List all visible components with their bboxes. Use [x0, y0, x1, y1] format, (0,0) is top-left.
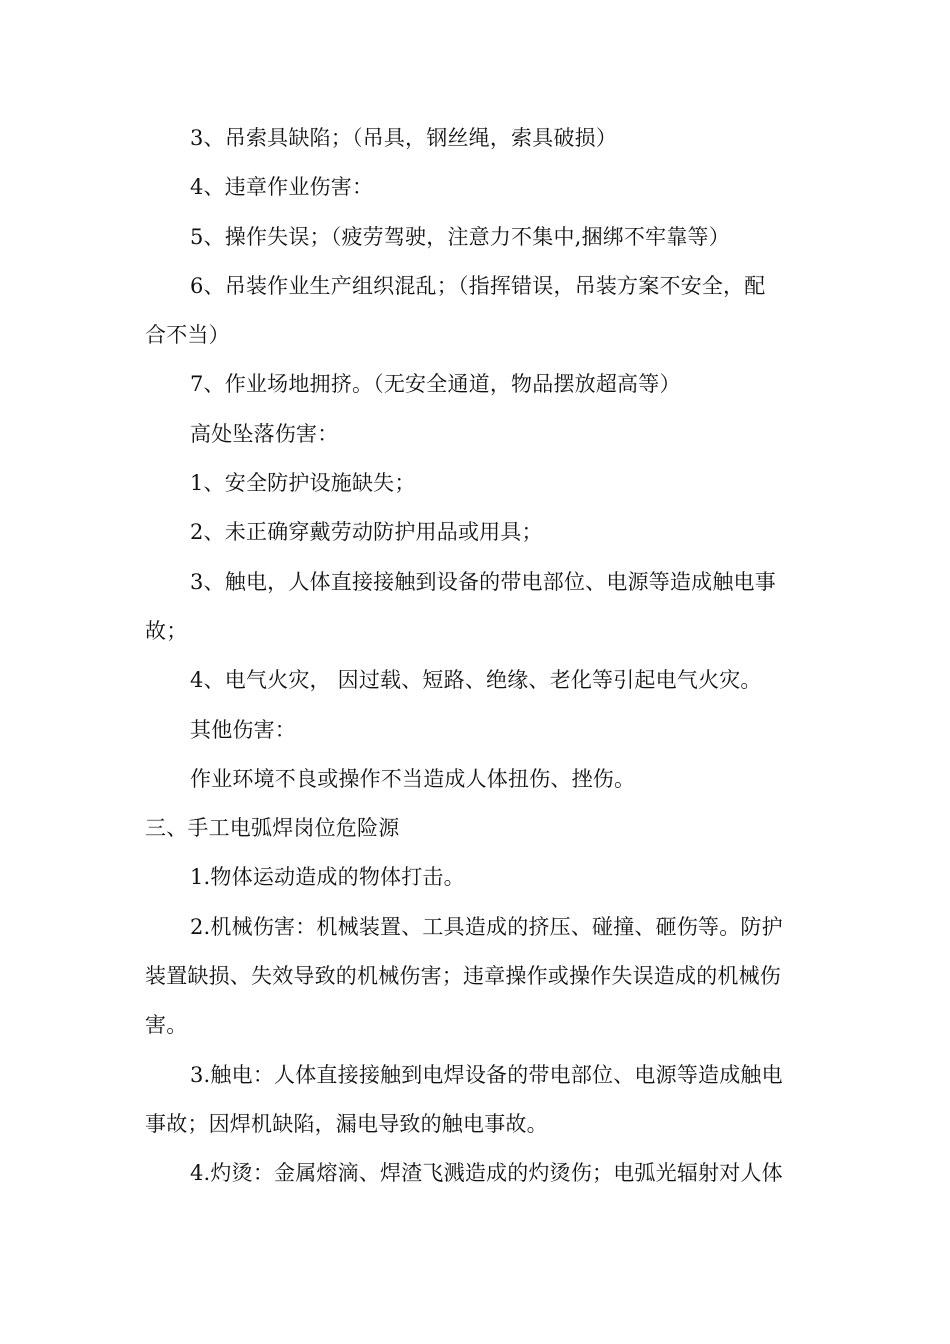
document-body: [145, 114, 810, 1199]
body-paragraph: [145, 508, 810, 557]
text-line: 1.物体运动造成的物体打击。: [190, 865, 465, 890]
text-line: 7、作业场地拥挤。（无安全通道，物品摆放超高等）: [190, 372, 681, 397]
body-paragraph: [145, 1051, 810, 1150]
body-paragraph: [145, 558, 810, 657]
text-line: 作业环境不良或操作不当造成人体扭伤、挫伤。: [190, 766, 636, 791]
text-line: 6、吊装作业生产组织混乱；（指挥错误，吊装方案不安全，配: [190, 273, 766, 298]
body-paragraph: [145, 853, 810, 902]
text-line: 害。: [145, 1013, 188, 1038]
text-line: 3.触电：人体直接接触到电焊设备的带电部位、电源等造成触电: [190, 1062, 783, 1087]
body-paragraph: [145, 213, 810, 262]
body-paragraph: [145, 410, 810, 459]
body-paragraph: [145, 459, 810, 508]
text-line: 装置缺损、失效导致的机械伤害；违章操作或操作失误造成的机械伤: [145, 964, 781, 989]
text-line: 故；: [145, 618, 188, 643]
text-line: 三、手工电弧焊岗位危险源: [145, 816, 400, 841]
text-line: 高处坠落伤害：: [190, 421, 339, 446]
body-paragraph: [145, 706, 810, 755]
body-paragraph: [145, 903, 810, 1051]
text-line: 事故；因焊机缺陷，漏电导致的触电事故。: [145, 1111, 548, 1136]
body-paragraph: [145, 755, 810, 804]
body-paragraph: [145, 656, 810, 705]
text-line: 2、未正确穿戴劳动防护用品或用具；: [190, 520, 543, 545]
text-line: 4.灼烫：金属熔滴、焊渣飞溅造成的灼烫伤；电弧光辐射对人体: [190, 1161, 783, 1186]
text-line: 3、触电，人体直接接触到设备的带电部位、电源等造成触电事: [190, 569, 776, 594]
text-line: 5、操作失误；（疲劳驾驶，注意力不集中,捆绑不牢靠等）: [190, 224, 730, 249]
body-paragraph: [145, 360, 810, 409]
section-heading: [145, 804, 810, 853]
text-line: 1、安全防护设施缺失；: [190, 471, 416, 496]
body-paragraph: [145, 114, 810, 163]
body-paragraph: [145, 262, 810, 361]
text-line: 3、吊索具缺陷；（吊具，钢丝绳，索具破损）: [190, 126, 618, 150]
text-line: 其他伤害：: [190, 717, 296, 742]
text-line: 合不当）: [145, 323, 230, 348]
body-paragraph: [145, 1149, 810, 1198]
body-paragraph: [145, 163, 810, 212]
text-line: 4、电气火灾， 因过载、短路、绝缘、老化等引起电气火灾。: [190, 668, 762, 693]
text-line: 4、违章作业伤害：: [190, 175, 374, 200]
text-line: 2.机械伤害：机械装置、工具造成的挤压、碰撞、砸伤等。防护: [190, 914, 783, 939]
